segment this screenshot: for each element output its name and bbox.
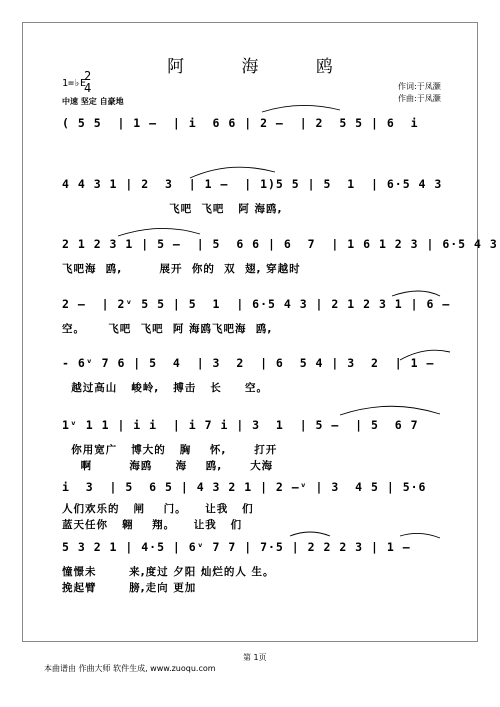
song-title: 阿 海 鸥 (167, 57, 359, 77)
notation-line: i 3 | 5 6 5 | 4 3 2 1 | 2 –ᵛ | 3 4 5 | 5·6 (62, 480, 427, 494)
tempo-marking: 中速 坚定 自豪地 (62, 97, 124, 106)
time-signature (84, 70, 91, 94)
lyric-line-2: 挽起臂 膀,走向 更加 (62, 582, 197, 594)
lyric-line-1: 越过高山 峻岭, 搏击 长 空。 (62, 382, 268, 394)
notation-line: 1ᵛ 1 1 | i i | i 7 i | 3 1 | 5 – | 5 6 7 (62, 418, 419, 432)
meter-bottom: 4 (84, 81, 92, 95)
lyric-line-1: 飞吧 飞吧 阿 海鸥, (62, 203, 283, 215)
notation-line: - 6ᵛ 7 6 | 5 4 | 3 2 | 6 5 4 | 3 2 | 1 – (62, 356, 435, 370)
lyric-line-1: 人们欢乐的 闸 门。 让我 们 (62, 503, 254, 515)
lyricist: 作词:于凤灏 (398, 82, 441, 91)
composer: 作曲:于凤灏 (398, 94, 441, 103)
footer-credit: 本曲谱由 作曲大师 软件生成, www.zuoqu.com (44, 664, 216, 673)
notation-line: 2 – | 2ᵛ 5 5 | 5 1 | 6·5 4 3 | 2 1 2 3 1 | 6 – (62, 297, 451, 311)
key-signature: 1=♭E (62, 78, 87, 89)
page-number: 第 1页 (243, 653, 267, 662)
notation-line: ( 5 5 | 1 – | i 6 6 | 2 – | 2 5 5 | 6 i (62, 116, 419, 130)
notation-line: 2 1 2 3 1 | 5 – | 5 6 6 | 6 7 | 1 6 1 2 3 | 6·5 4 3 (62, 237, 498, 251)
notation-line: 4 4 3 1 | 2 3 | 1 – | 1)5 5 | 5 1 | 6·5 4 3 (62, 177, 443, 191)
lyric-line-1: 飞吧海 鸥, 展开 你的 双 翅, 穿越时 (62, 263, 301, 275)
credits (398, 81, 441, 105)
lyric-line-1: 你用宽广 博大的 胸 怀, 打开 (62, 444, 278, 456)
meter-top: 2 (84, 69, 92, 83)
notation-line: 5 3 2 1 | 4·5 | 6ᵛ 7 7 | 7·5 | 2 2 2 3 | 1 – (62, 540, 411, 554)
lyric-line-1: 空。 飞吧 飞吧 阿 海鸥飞吧海 鸥, (62, 323, 273, 335)
lyric-line-2: 蓝天任你 翱 翔。 让我 们 (62, 519, 243, 531)
lyric-line-1: 憧憬未 来,度过 夕阳 灿烂的人 生。 (62, 566, 275, 578)
lyric-line-2: 啊 海鸥 海 鸥, 大海 (62, 460, 274, 472)
